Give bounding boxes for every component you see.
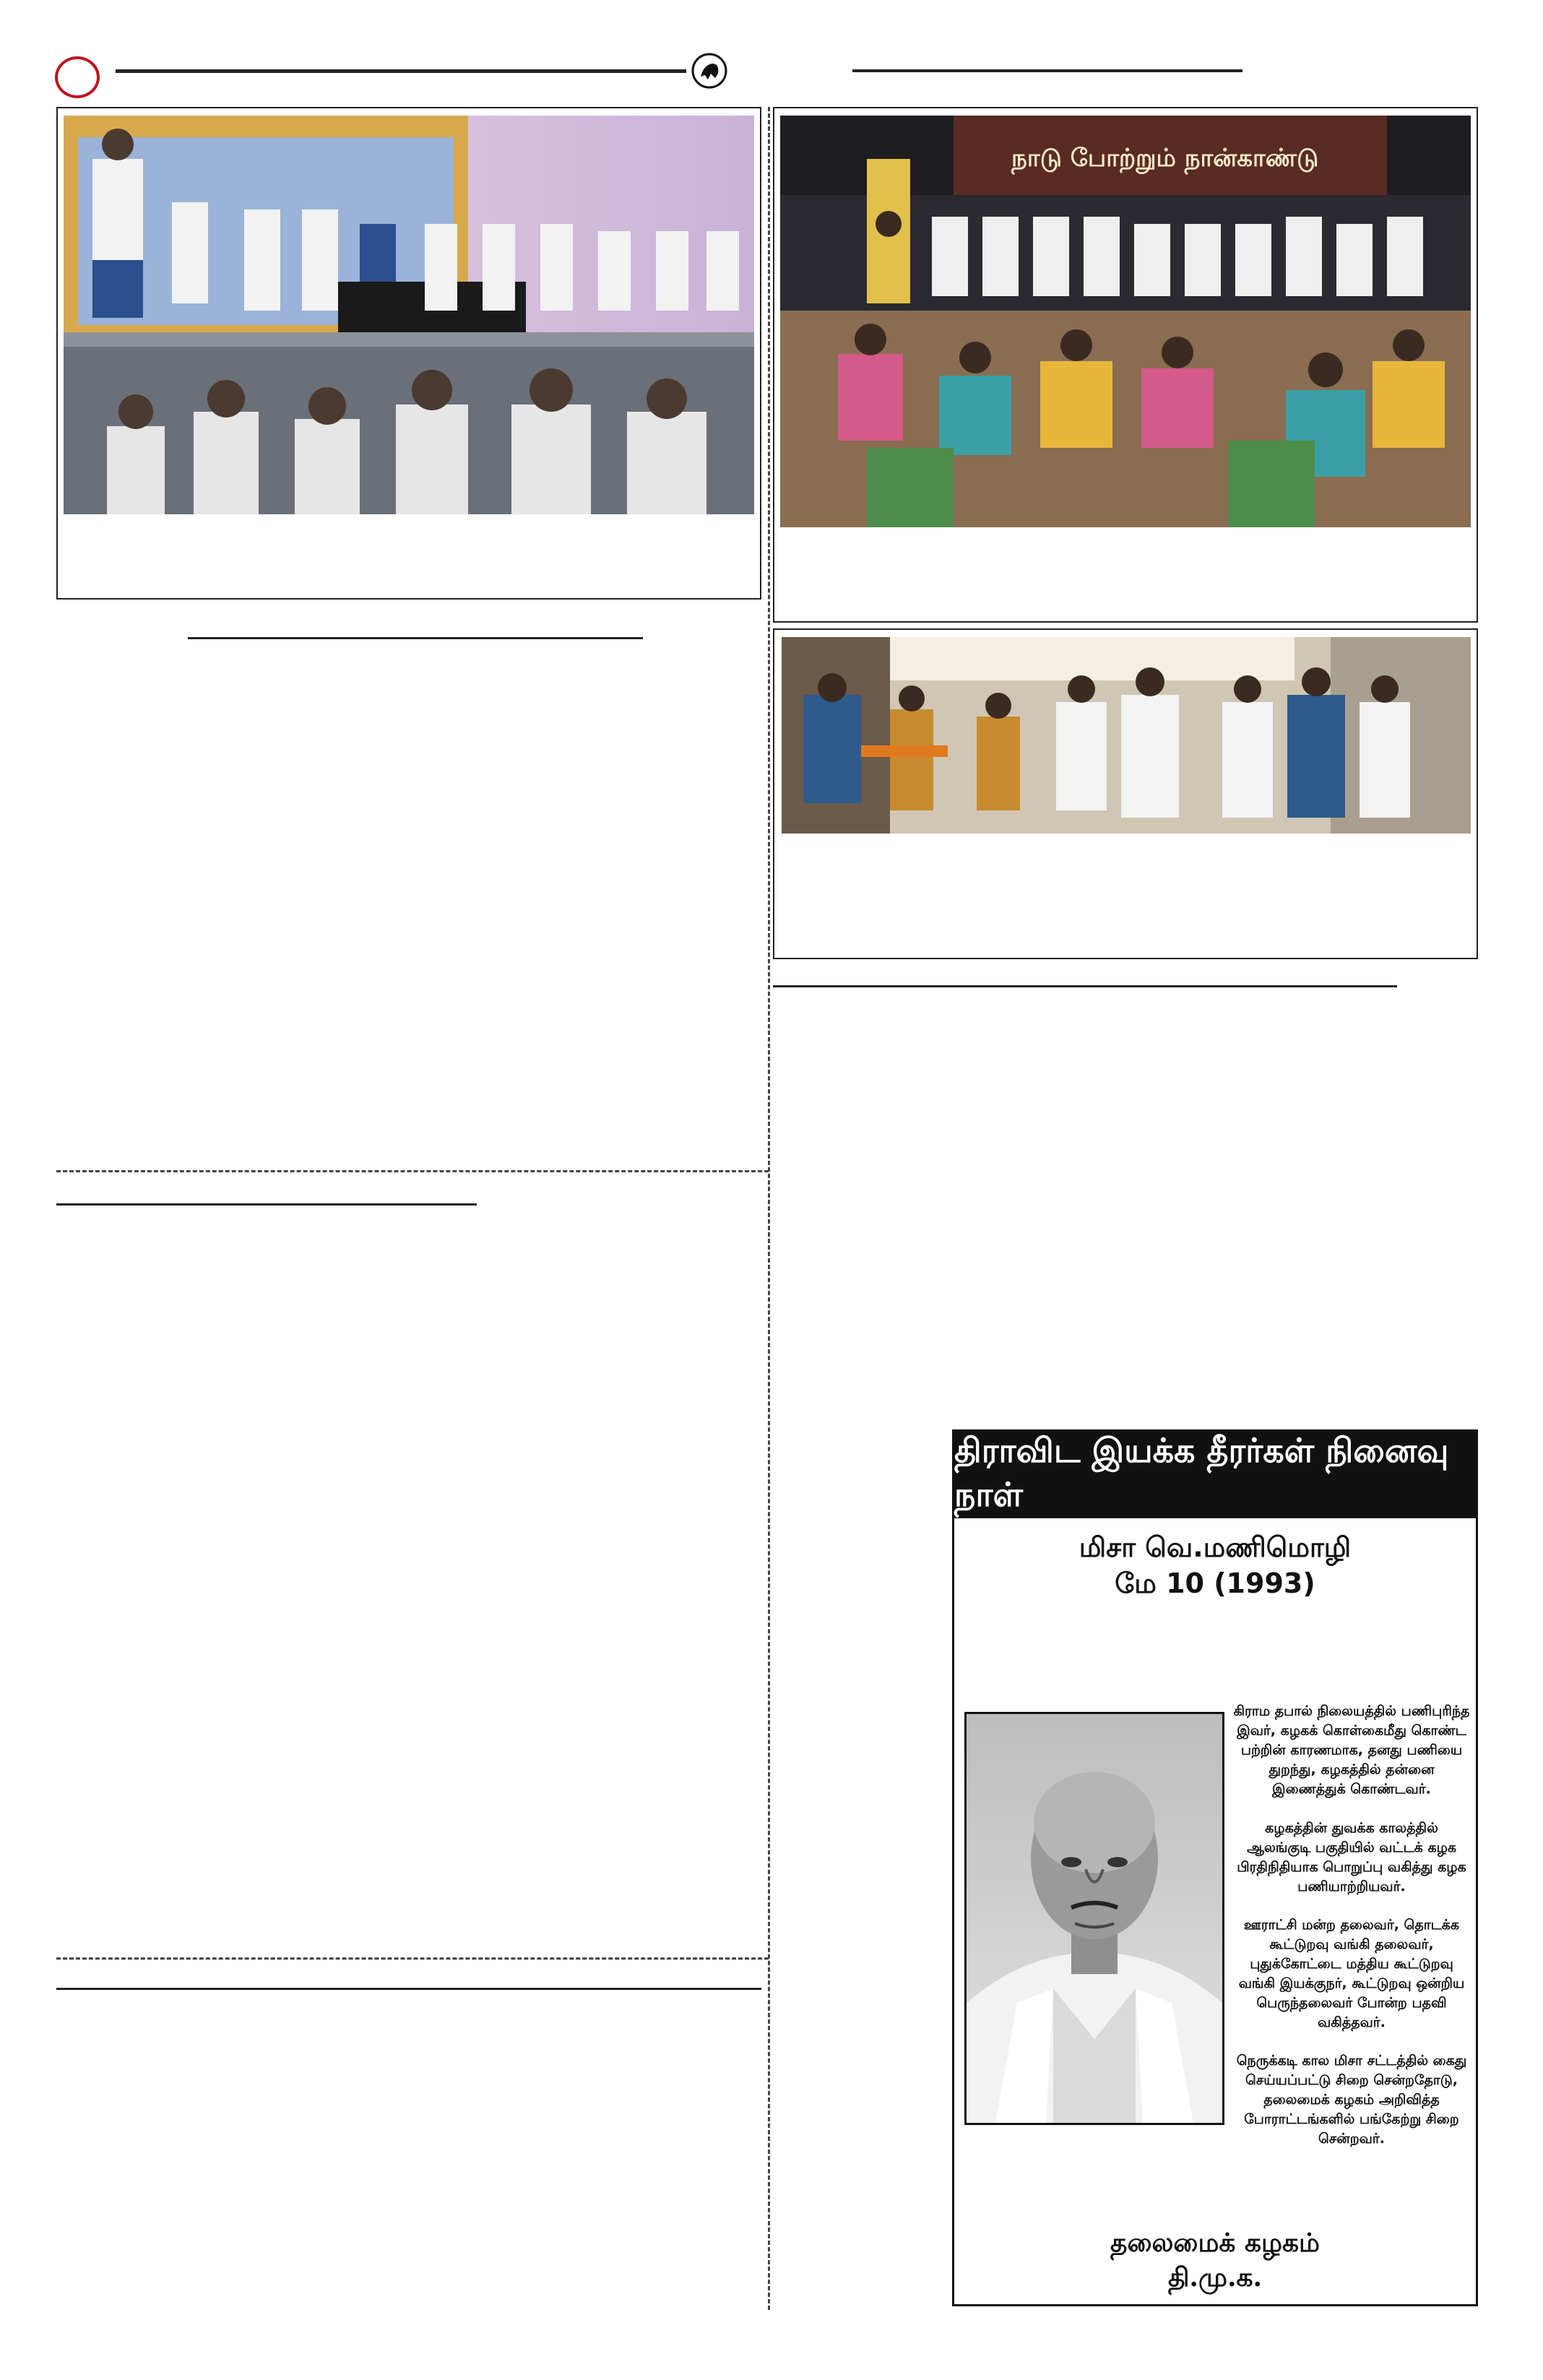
portrait-photo [964, 1712, 1224, 2125]
column-divider [768, 107, 770, 2310]
bio-paragraph-3: ஊராட்சி மன்ற தலைவர், தொடக்க கூட்டுறவு வங்கி தலைவர், புதுக்கோட்டை மத்திய கூட்டுறவு வங்கி இயக்குநர், கூட்டுறவு ஒன்றிய பெருந்தலைவர் போன்ற பதவி வகித்தவர். [1238, 1917, 1465, 2030]
headline-rule-left-2 [56, 1988, 761, 1990]
photo-frame-top-left [56, 107, 761, 600]
caption-rule-right [773, 985, 1397, 987]
red-circle-seal-icon [55, 56, 100, 98]
memorial-date: மே 10 (1993) [1115, 1567, 1315, 1599]
caption-rule-left [188, 637, 643, 639]
salute-ceremony-photo [64, 116, 754, 514]
bio-paragraph-4: நெருக்கடி கால மிசா சட்டத்தில் கைது செய்யப்பட்டு சிறை சென்றதோடு, தலைமைக் கழகம் அறிவித்த போராட்டங்களில் பங்கேற்று சிறை சென்றவர். [1236, 2053, 1467, 2147]
memorial-footer-party: தி.மு.க. [1167, 2262, 1263, 2293]
memorial-notice [952, 1429, 1478, 2306]
memorial-name: மிசா வெ.மணிமொழி [1079, 1531, 1352, 1563]
memorial-heading: திராவிட இயக்க தீரர்கள் நினைவு நாள் [954, 1432, 1476, 1518]
photo-frame-middle-right [773, 628, 1478, 959]
memorial-footer-headquarters: தலைமைக் கழகம் [1110, 2228, 1320, 2258]
stage-banner-text: நாடு போற்றும் நான்காண்டு [1011, 144, 1319, 173]
public-meeting-photo [780, 116, 1471, 527]
rising-sun-emblem-icon [691, 52, 728, 90]
headline-rule-left-1 [56, 1203, 477, 1206]
bio-paragraph-1: கிராம தபால் நிலையத்தில் பணிபுரிந்த இவர், கழகக் கொள்கைமீது கொண்ட பற்றின் காரணமாக, தனது பணியை துறந்து, கழகத்தில் தன்னை இணைத்துக் கொண்டவர். [1233, 1703, 1470, 1797]
header-rule-left [116, 69, 686, 73]
header-rule-right [852, 69, 1242, 72]
award-presentation-photo [782, 637, 1471, 834]
section-divider-left-2 [56, 1957, 769, 1960]
section-divider-left-1 [56, 1170, 769, 1172]
photo-frame-top-right [773, 107, 1478, 623]
bio-paragraph-2: கழகத்தின் துவக்க காலத்தில் ஆலங்குடி பகுதியில் வட்டக் கழக பிரதிநிதியாக பொறுப்பு வகித்து கழக பணியாற்றியவர். [1237, 1820, 1466, 1895]
